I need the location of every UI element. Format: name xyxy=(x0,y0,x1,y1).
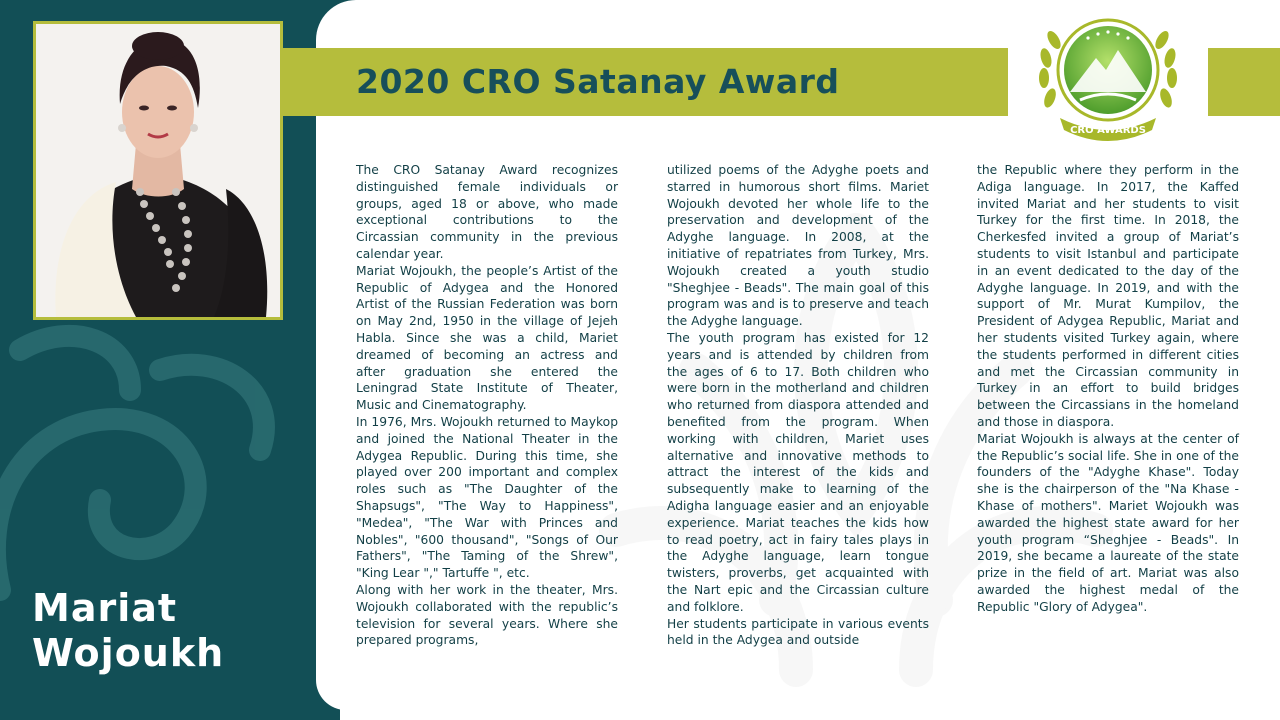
paragraph: Mariat Wojoukh is always at the center of the Republic’s social life. She in one of the founders of the "Adyghe Khase". Today she is the chairperson of the "Na Khase - Khase of mothers". Mariet Wojoukh was awarded the highest state award for her youth program “Sheghjee - Beads". In 2019, she became a laureate of the state prize in the field of art. Mariat was also awarded the highest medal of the Republic "Glory of Adygea". xyxy=(977,431,1239,614)
paragraph: The CRO Satanay Award recognizes distinguished female individuals or groups, aged 18 or above, who made exceptional contributions to the Circassian community in the previous calendar year. xyxy=(356,163,618,261)
paragraph: In 1976, Mrs. Wojoukh returned to Maykop and joined the National Theater in the Adygea Republic. During this time, she played over 200 important and complex roles such as "The Daughter of the Shapsugs", "The Way to Happiness", "Medea", "The War with Princes and Nobles", "600 thousand", "Songs of Our Fathers", "The Taming of the Shrew", "King Lear "," Tartuffe ", etc. xyxy=(356,414,618,581)
page-title: 2020 CRO Satanay Award xyxy=(356,62,840,101)
logo-box xyxy=(1008,0,1208,148)
swirl-ornament-icon xyxy=(0,310,290,610)
paragraph: Her students participate in various events held in the Adygea and outside xyxy=(667,616,929,648)
portrait-photo xyxy=(33,21,283,320)
paragraph: utilized poems of the Adyghe poets and starred in humorous short films. Mariet Wojoukh devoted her whole life to the preservation and development of the Adyghe language. In 2008, at the initiative of repatriates from Turkey, Mrs. Wojoukh created a youth studio "Sheghjee - Beads". The main goal of this program was and is to preserve and teach the Adyghe language. xyxy=(667,163,929,329)
person-name: Mariat Wojoukh xyxy=(32,586,225,675)
portrait-image xyxy=(36,24,280,317)
text-column-2 xyxy=(667,162,929,649)
text-column-3 xyxy=(977,162,1239,616)
paragraph: the Republic where they perform in the Adiga language. In 2017, the Kaffed invited Mariat and her students to visit Turkey for the first time. In 2018, the Cherkesfed invited a group of Mariat’s students to visit Istanbul and participate in an event dedicated to the day of the Adyghe language. In 2019, and with the support of Mr. Murat Kumpilov, the President of Adygea Republic, Mariat and her students visited Turkey again, where the students performed in different cities and met the Circassian community in Turkey in an effort to build bridges between the Circassians in the homeland and those in diaspora. xyxy=(977,163,1239,429)
paragraph: Along with her work in the theater, Mrs. Wojoukh collaborated with the republic’s television for several years. Where she prepared programs, xyxy=(356,582,618,648)
paragraph: The youth program has existed for 12 years and is attended by children from the ages of 6 to 17. Both children who were born in the motherland and children who returned from diaspora attended and benefited from the program. When working with children, Mariet uses alternative and innovative methods to attract the interest of the kids and subsequently make to learning of the Adigha language easier and an enjoyable experience. Mariat teaches the kids how to read poetry, act in fairy tales plays in the Adyghe language, learn tongue twisters, proverbs, get acquainted with the Nart epic and the Circassian culture and folklore. xyxy=(667,330,929,614)
text-column-1 xyxy=(356,162,618,649)
laurel-mountain-logo-icon xyxy=(1008,0,1208,148)
paragraph: Mariat Wojoukh, the people’s Artist of the Republic of Adygea and the Honored Artist of the Russian Federation was born on May 2nd, 1950 in the village of Jejeh Habla. Since she was a child, Mariet dreamed of becoming an actress and after graduation she entered the Leningrad State Institute of Theater, Music and Cinematography. xyxy=(356,263,618,413)
logo-text: CRO AWARDS xyxy=(1070,125,1146,136)
